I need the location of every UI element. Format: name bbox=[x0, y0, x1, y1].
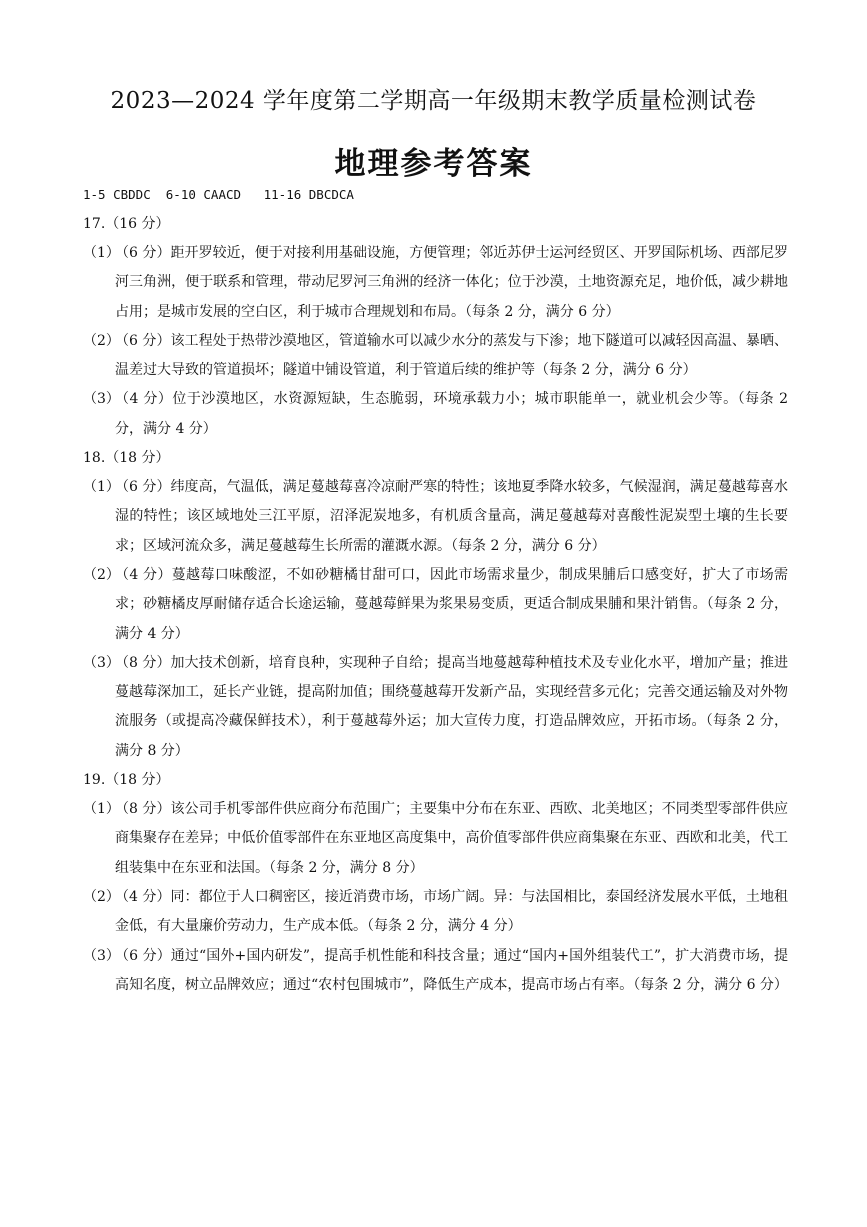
question-19-part-1 bbox=[83, 795, 788, 883]
question-17-heading: 17.（16 分） bbox=[83, 216, 170, 232]
answer-text: （6 分）纬度高，气温低，满足蔓越莓喜冷凉耐严寒的特性；该地夏季降水较多，气候湿润，满足蔓越莓喜水湿的特性；该区域地处三江平原，沼泽泥炭地多，有机质含量高，满足蔓越莓对喜酸性泥炭型土壤的生长要求；区域河流众多，满足蔓越莓生长所需的灌溉水源。（每条 2 分，满分 6 分） bbox=[115, 479, 788, 554]
part-number: （3） bbox=[83, 947, 120, 964]
part-number: （3） bbox=[83, 654, 120, 671]
answer-text: （8 分）加大技术创新，培育良种，实现种子自给；提高当地蔓越莓种植技术及专业化水平，增加产量；推进蔓越莓深加工，延长产业链，提高附加值；围绕蔓越莓开发新产品，实现经营多元化；完善交通运输及对外物流服务（或提高冷藏保鲜技术），利于蔓越莓外运；加大宣传力度，打造品牌效应，开拓市场。（每条 2 分，满分 8 分） bbox=[115, 654, 788, 759]
question-17-part-1 bbox=[83, 239, 788, 327]
question-19-part-2 bbox=[83, 883, 788, 942]
question-18-part-3 bbox=[83, 649, 788, 766]
question-18-part-1 bbox=[83, 473, 788, 561]
answer-text: （8 分）该公司手机零部件供应商分布范围广；主要集中分布在东亚、西欧、北美地区；不同类型零部件供应商集聚存在差异；中低价值零部件在东亚地区高度集中，高价值零部件供应商集聚在东亚、西欧和北美，代工组装集中在东亚和法国。（每条 2 分，满分 8 分） bbox=[115, 801, 788, 876]
question-18-heading: 18.（18 分） bbox=[83, 450, 170, 467]
answer-key-title: 地理参考答案 bbox=[334, 146, 533, 182]
part-number: （1） bbox=[83, 479, 120, 496]
part-number: （2） bbox=[83, 566, 120, 583]
answer-text: （4 分）同：都位于人口稠密区，接近消费市场，市场广阔。异：与法国相比，泰国经济发展水平低，土地租金低，有大量廉价劳动力，生产成本低。（每条 2 分，满分 4 分） bbox=[115, 888, 788, 935]
question-19-part-3 bbox=[83, 942, 788, 1001]
question-18-part-2 bbox=[83, 561, 788, 649]
part-number: （1） bbox=[83, 245, 120, 261]
answer-content bbox=[83, 210, 788, 1000]
question-19-heading: 19.（18 分） bbox=[83, 772, 170, 789]
answer-text: （6 分）该工程处于热带沙漠地区，管道输水可以减少水分的蒸发与下渗；地下隧道可以减轻因高温、暴晒、温差过大导致的管道损坏；隧道中铺设管道，利于管道后续的维护等（每条 2 分，满分 6 分） bbox=[115, 332, 788, 379]
exam-title: 2023—2024 学年度第二学期高一年级期末教学质量检测试卷 bbox=[110, 88, 757, 114]
answer-text: （6 分）通过“国外+国内研发”，提高手机性能和科技含量；通过“国内+国外组装代工”，扩大消费市场，提高知名度，树立品牌效应；通过“农村包围城市”，降低生产成本，提高市场占有率。（每条 2 分，满分 6 分） bbox=[115, 947, 788, 993]
answer-text: （4 分）位于沙漠地区，水资源短缺，生态脆弱，环境承载力小；城市职能单一，就业机会少等。（每条 2 分，满分 4 分） bbox=[115, 391, 788, 437]
multiple-choice-answers: 1-5 CBDDC 6-10 CAACD 11-16 DBCDCA bbox=[83, 187, 354, 202]
part-number: （3） bbox=[83, 391, 120, 408]
part-number: （1） bbox=[83, 801, 120, 818]
question-17-part-2 bbox=[83, 327, 788, 386]
question-17-part-3 bbox=[83, 385, 788, 444]
part-number: （2） bbox=[83, 332, 120, 349]
answer-text: （4 分）蔓越莓口味酸涩，不如砂糖橘甘甜可口，因此市场需求量少，制成果脯后口感变好，扩大了市场需求；砂糖橘皮厚耐储存适合长途运输，蔓越莓鲜果为浆果易变质，更适合制成果脯和果汁销售。（每条 2 分，满分 4 分） bbox=[115, 566, 788, 642]
answer-text: （6 分）距开罗较近，便于对接利用基础设施，方便管理；邻近苏伊士运河经贸区、开罗国际机场、西部尼罗河三角洲，便于联系和管理，带动尼罗河三角洲的经济一体化；位于沙漠，土地资源充足，地价低，减少耕地占用；是城市发展的空白区，利于城市合理规划和布局。（每条 2 分，满分 6 分） bbox=[115, 245, 788, 320]
part-number: （2） bbox=[83, 888, 120, 905]
